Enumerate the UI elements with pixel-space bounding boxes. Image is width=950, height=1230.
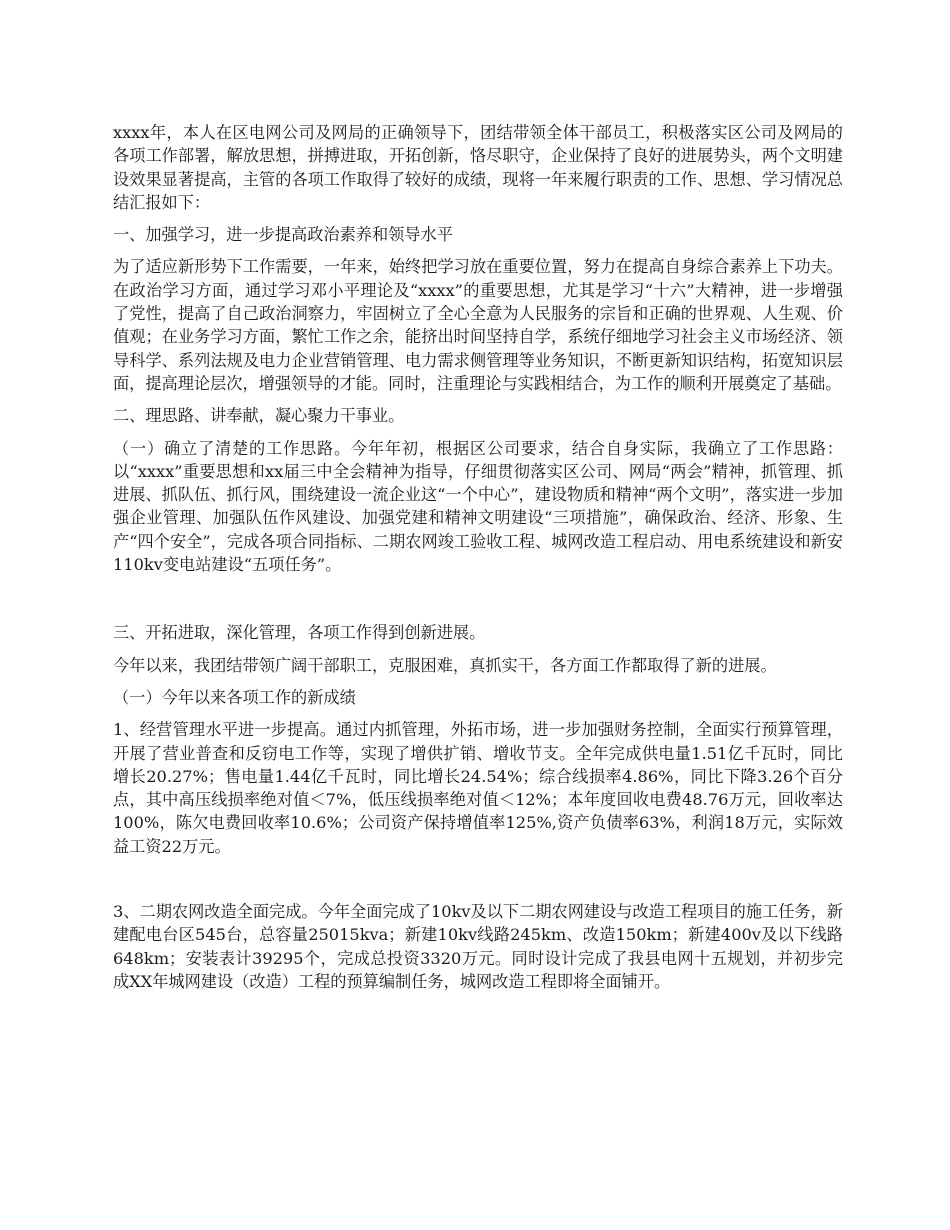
grid-reform-paragraph: 3、二期农网改造全面完成。今年全面完成了10kv及以下二期农网建设与改造工程项目的施工任务，新建配电台区545台，总容量25015kva；新建10kv线路245km、改造150km；新建400v及以下线路648km；安装表计39295个，完成总投资3320万元。同时设计完成了我县电网十五规划，并初步完成XX年城网建设（改造）工程的预算编制任务，城网改造工程即将全面铺开。 (113, 902, 843, 991)
sub-heading-achievements: （一）今年以来各项工作的新成绩 (113, 687, 356, 707)
section-heading-1: 一、加强学习，进一步提高政治素养和领导水平 (113, 225, 453, 245)
blank-space (113, 585, 843, 621)
study-paragraph: 为了适应新形势下工作需要，一年来，始终把学习放在重要位置，努力在提高自身综合素养上下功夫。在政治学习方面，通过学习邓小平理论及“xxxx”的重要思想，尤其是学习“十六”大精神，进一步增强了党性，提高了自己政治洞察力，牢固树立了全心全意为人民服务的宗旨和正确的世界观、人生观、价值观；在业务学习方面，繁忙工作之余，能挤出时间坚持自学，系统仔细地学习社会主义市场经济、领导科学、系列法规及电力企业营销管理、电力需求侧管理等业务知识，不断更新知识结构，拓宽知识层面，提高理论层次，增强领导的才能。同时，注重理论与实践相结合，为工作的顺利开展奠定了基础。 (113, 257, 843, 393)
section-heading-2: 二、理思路、讲奉献，凝心聚力干事业。 (113, 406, 405, 426)
progress-paragraph: 今年以来，我团结带领广阔干部职工，克服困难，真抓实干，各方面工作都取得了新的进展。 (113, 655, 777, 675)
section-heading-3: 三、开拓进取，深化管理，各项工作得到创新进展。 (113, 623, 486, 643)
intro-paragraph: xxxx年，本人在区电网公司及网局的正确领导下，团结带领全体干部员工，积极落实区公司及网局的各项工作部署，解放思想，拼搏进取，开拓创新，恪尽职守，企业保持了良好的进展势头，两个文明建设效果显著提高，主管的各项工作取得了较好的成绩，现将一年来履行职责的工作、思想、学习情况总结汇报如下： (113, 123, 843, 212)
management-paragraph: 1、经营管理水平进一步提高。通过内抓管理，外拓市场，进一步加强财务控制，全面实行预算管理，开展了营业普查和反窃电工作等，实现了增供扩销、增收节支。全年完成供电量1.51亿千瓦时，同比增长20.27%；售电量1.44亿千瓦时，同比增长24.54%；综合线损率4.86%，同比下降3.26个百分点，其中高压线损率绝对值＜7%，低压线损率绝对值＜12%；本年度回收电费48.76万元，回收率达100%，陈欠电费回收率10.6%；公司资产保持增值率125%,资产负债率63%，利润18万元，实际效益工资22万元。 (113, 720, 843, 856)
document-body (113, 121, 843, 1002)
blank-space (113, 867, 843, 900)
work-thinking-paragraph: （一）确立了清楚的工作思路。今年年初，根据区公司要求，结合自身实际，我确立了工作思路：以“xxxx”重要思想和xx届三中全会精神为指导，仔细贯彻落实区公司、网局“两会”精神，抓管理、抓进展、抓队伍、抓行风，围绕建设一流企业这“一个中心”，建设物质和精神“两个文明”，落实进一步加强企业管理、加强队伍作风建设、加强党建和精神文明建设“三项措施”，确保政治、经济、形象、生产“四个安全”，完成各项合同指标、二期农网竣工验收工程、城网改造工程启动、用电系统建设和新安110kv变电站建设“五项任务”。 (113, 438, 843, 575)
